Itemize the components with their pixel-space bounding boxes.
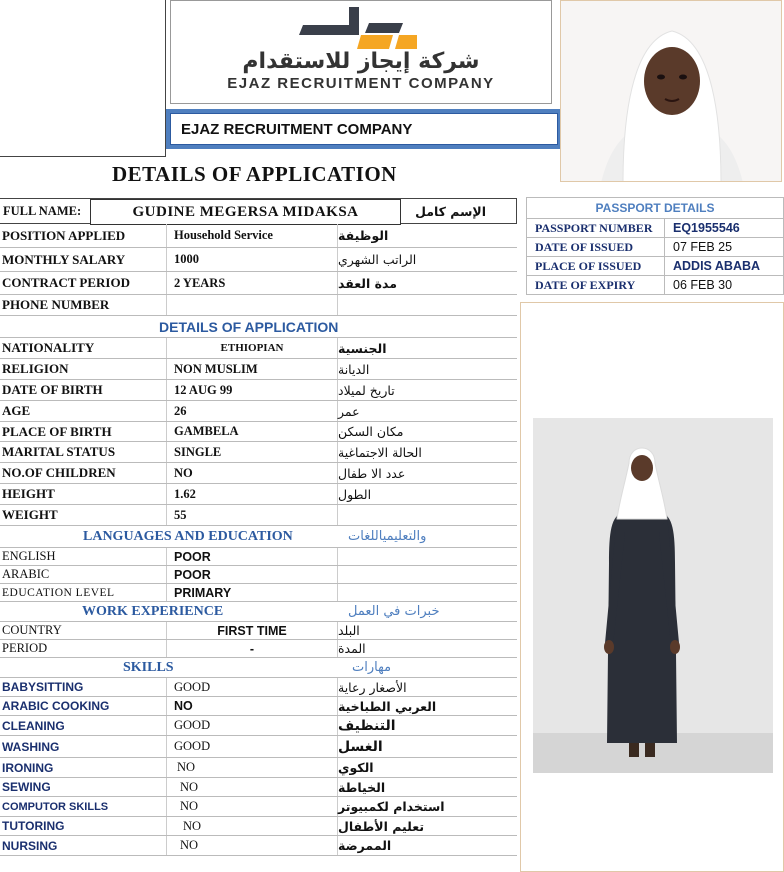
row-arabic: [337, 566, 517, 583]
table-row: [0, 224, 517, 248]
table-row: [0, 640, 517, 658]
row-label: RELIGION: [2, 361, 69, 376]
row-label: COUNTRY: [2, 623, 62, 637]
row-value: NO: [166, 797, 337, 816]
company-logo: [170, 0, 552, 104]
row-value: GAMBELA: [166, 422, 337, 441]
section-work-arabic: خبرات في العمل: [348, 604, 440, 619]
logo-arabic-text: شركة إيجاز للاستقدام: [242, 49, 480, 74]
table-row: [0, 736, 517, 758]
row-value: Household Service: [166, 224, 337, 247]
table-row: [0, 505, 517, 526]
passport-value: EQ1955546: [673, 221, 740, 235]
table-row: [0, 272, 517, 295]
row-value: 12 AUG 99: [166, 380, 337, 400]
section-languages-arabic: والتعليمياللغات: [348, 529, 427, 544]
row-label: IRONING: [2, 760, 54, 775]
row-label: CLEANING: [2, 718, 65, 733]
row-label: EDUCATION LEVEL: [2, 586, 115, 599]
table-row: [0, 442, 517, 463]
table-row: [0, 463, 517, 484]
row-arabic: الوظيفة: [337, 224, 517, 247]
table-row: [0, 380, 517, 401]
row-label: PHONE NUMBER: [2, 297, 110, 312]
section-details-title: DETAILS OF APPLICATION: [159, 318, 339, 335]
section-details-header: [0, 316, 517, 338]
row-arabic: العربي الطباخية: [337, 697, 517, 715]
logo-english-text: EJAZ RECRUITMENT COMPANY: [227, 75, 495, 92]
passport-value: 06 FEB 30: [673, 278, 733, 292]
row-arabic: الخياطة: [337, 778, 517, 796]
row-arabic: البلد: [337, 622, 517, 639]
table-row: [0, 797, 517, 817]
row-arabic: الراتب الشهري: [337, 248, 517, 271]
row-value: NO: [166, 697, 337, 715]
row-arabic: الأصغار رعاية: [337, 678, 517, 696]
table-row: [0, 678, 517, 697]
row-arabic: عمر: [337, 401, 517, 421]
row-label: PERIOD: [2, 641, 48, 655]
table-row: [0, 484, 517, 505]
passport-details-title: PASSPORT DETAILS: [526, 197, 784, 219]
full-body-photo: [520, 302, 784, 872]
full-name-label: FULL NAME:: [3, 203, 82, 218]
section-work-header: [0, 602, 517, 622]
row-label: ARABIC: [2, 567, 50, 581]
section-skills-header: [0, 658, 517, 678]
row-arabic: الطول: [337, 484, 517, 504]
row-value: NO: [166, 758, 337, 777]
row-label: PLACE OF BIRTH: [2, 423, 112, 439]
section-work-title: WORK EXPERIENCE: [82, 603, 224, 619]
table-row: [0, 401, 517, 422]
row-value: NO: [166, 836, 337, 855]
passport-value: ADDIS ABABA: [673, 259, 761, 273]
row-label: HEIGHT: [2, 486, 55, 501]
table-row: [0, 836, 517, 856]
table-row: [0, 548, 517, 566]
row-label: WEIGHT: [2, 507, 58, 522]
row-label: SEWING: [2, 780, 51, 794]
section-languages-title: LANGUAGES AND EDUCATION: [83, 528, 293, 544]
row-value: [166, 295, 337, 315]
row-arabic: [337, 548, 517, 565]
table-row: [0, 566, 517, 584]
portrait-photo: [560, 0, 782, 182]
row-label: CONTRACT PERIOD: [2, 275, 130, 290]
row-label: DATE OF BIRTH: [2, 382, 103, 397]
row-arabic: [337, 505, 517, 525]
passport-label: DATE OF ISSUED: [527, 238, 665, 256]
full-name-arabic: الإسم كامل: [415, 203, 486, 219]
row-label: NO.OF CHILDREN: [2, 465, 116, 480]
section-skills-arabic: مهارات: [352, 660, 392, 675]
row-value: SINGLE: [166, 442, 337, 462]
table-row: [0, 716, 517, 736]
row-arabic: الغسل: [337, 736, 517, 757]
row-label: NATIONALITY: [2, 340, 95, 355]
row-value: 1.62: [166, 484, 337, 504]
row-value: PRIMARY: [166, 584, 337, 601]
row-value: GOOD: [166, 716, 337, 735]
company-banner: [166, 109, 562, 149]
section-skills-title: SKILLS: [123, 659, 174, 675]
row-value: 2 YEARS: [166, 272, 337, 294]
table-row: [0, 778, 517, 797]
blank-frame: [0, 0, 166, 157]
table-row: [0, 817, 517, 836]
row-value: FIRST TIME: [166, 622, 337, 639]
row-value: ETHIOPIAN: [166, 338, 337, 358]
row-label: NURSING: [2, 838, 58, 853]
row-arabic: استخدام لكمبيوتر: [337, 797, 517, 816]
passport-label: PASSPORT NUMBER: [527, 219, 665, 237]
table-row: [0, 359, 517, 380]
row-value: POOR: [166, 566, 337, 583]
row-arabic: تاريخ لميلاد: [337, 380, 517, 400]
row-value: NO: [166, 463, 337, 483]
row-arabic: عدد الا طفال: [337, 463, 517, 483]
row-value: 26: [166, 401, 337, 421]
row-arabic: [337, 584, 517, 601]
row-arabic: الديانة: [337, 359, 517, 379]
table-row: [0, 758, 517, 778]
row-arabic: الحالة الاجتماغية: [337, 442, 517, 462]
row-label: BABYSITTING: [2, 680, 84, 694]
row-arabic: مدة العقد: [337, 272, 517, 294]
row-arabic: الكوي: [337, 758, 517, 777]
row-label: MARITAL STATUS: [2, 444, 116, 459]
passport-value: 07 FEB 25: [673, 240, 733, 254]
row-label: COMPUTOR SKILLS: [2, 800, 109, 813]
logo-mark-icon: [171, 1, 553, 51]
row-arabic: تعليم الأطفال: [337, 817, 517, 835]
row-label: MONTHLY SALARY: [2, 251, 126, 267]
table-row: [0, 584, 517, 602]
passport-row: [526, 238, 784, 257]
table-row: [0, 295, 517, 316]
row-arabic: التنظيف: [337, 716, 517, 735]
passport-label: PLACE OF ISSUED: [527, 257, 665, 275]
company-banner-text: EJAZ RECRUITMENT COMPANY: [170, 113, 558, 145]
row-value: 1000: [166, 248, 337, 271]
table-row: [0, 248, 517, 272]
full-name-row: [0, 198, 517, 224]
passport-row: [526, 276, 784, 295]
row-arabic: مكان السكن: [337, 422, 517, 441]
row-label: ARABIC COOKING: [2, 699, 110, 713]
passport-row: [526, 257, 784, 276]
passport-label: DATE OF EXPIRY: [527, 276, 665, 294]
full-body-image-icon: [521, 303, 784, 872]
row-arabic: المدة: [337, 640, 517, 657]
row-arabic: الممرضة: [337, 836, 517, 855]
row-arabic: [337, 295, 517, 315]
page-title: DETAILS OF APPLICATION: [112, 162, 397, 186]
row-value: -: [166, 640, 337, 657]
table-row: [0, 338, 517, 359]
row-value: NO: [166, 778, 337, 796]
section-languages-header: [0, 526, 517, 548]
passport-row: [526, 219, 784, 238]
table-row: [0, 697, 517, 716]
row-value: GOOD: [166, 678, 337, 696]
table-row: [0, 622, 517, 640]
row-value: 55: [166, 505, 337, 525]
row-label: TUTORING: [2, 819, 65, 833]
row-value: NON MUSLIM: [166, 359, 337, 379]
row-value: NO: [166, 817, 337, 835]
passport-details-table: [526, 197, 784, 295]
full-name-value: GUDINE MEGERSA MIDAKSA: [90, 199, 401, 225]
row-label: AGE: [2, 403, 31, 418]
row-label: WASHING: [2, 739, 60, 754]
portrait-image-icon: [561, 1, 782, 182]
row-value: GOOD: [166, 736, 337, 757]
row-label: ENGLISH: [2, 549, 56, 563]
table-row: [0, 422, 517, 442]
row-arabic: الجنسية: [337, 338, 517, 358]
row-value: POOR: [166, 548, 337, 565]
row-label: POSITION APPLIED: [2, 227, 126, 243]
